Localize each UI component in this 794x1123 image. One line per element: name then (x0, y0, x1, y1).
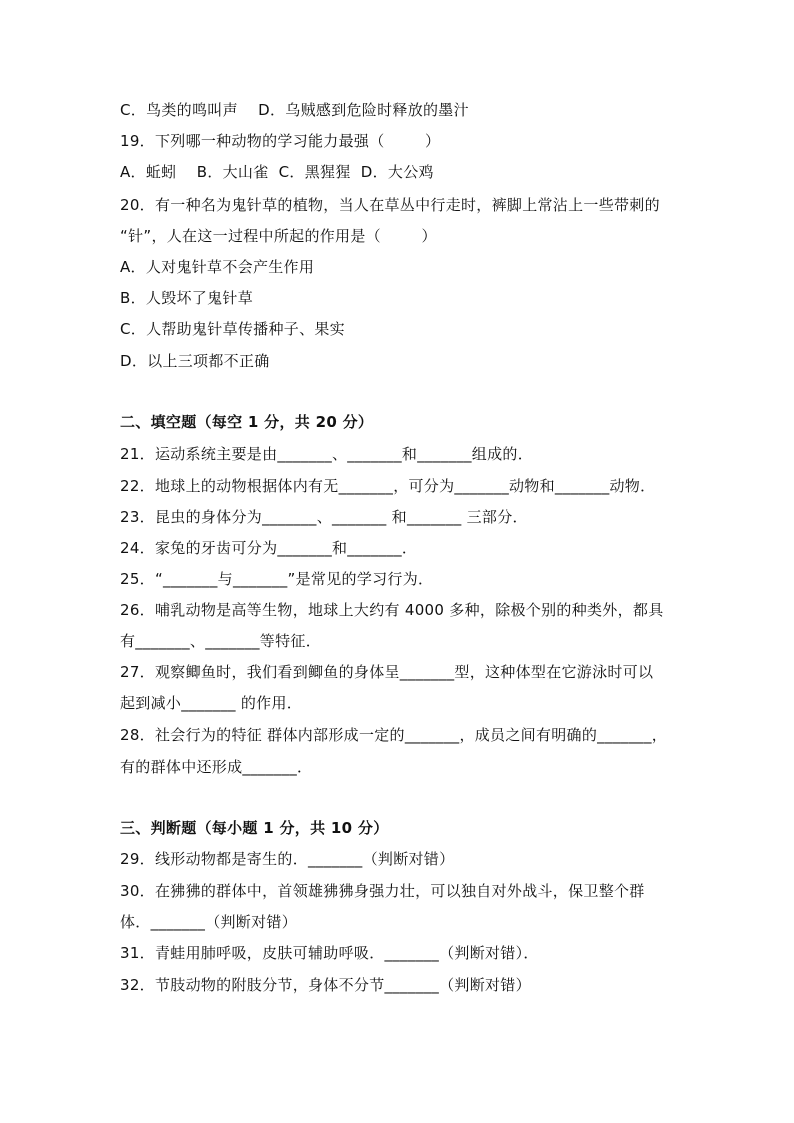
q29: 29．线形动物都是寄生的．_______（判断对错） (120, 850, 455, 868)
q23: 23．昆虫的身体分为_______、_______ 和_______ 三部分． (120, 508, 528, 526)
q28-line2: 有的群体中还形成_______． (120, 758, 313, 776)
q28-line1: 28．社会行为的特征 群体内部形成一定的_______，成员之间有明确的_______， (120, 726, 668, 744)
q20-option-c: C．人帮助鬼针草传播种子、果实 (120, 320, 345, 338)
q26-line2: 有_______、_______等特征． (120, 632, 322, 650)
q27-line1: 27．观察鲫鱼时，我们看到鲫鱼的身体呈_______型，这种体型在它游泳时可以 (120, 663, 654, 681)
q21: 21．运动系统主要是由_______、_______和_______组成的． (120, 445, 533, 463)
q19-options: A．蚯蚓 B．大山雀 C．黑猩猩 D．大公鸡 (120, 163, 434, 181)
q30-line2: 体．_______（判断对错） (120, 913, 298, 931)
q25: 25．“_______与_______”是常见的学习行为． (120, 570, 434, 588)
q24: 24．家兔的牙齿可分为_______和_______． (120, 539, 418, 557)
q20-option-a: A．人对鬼针草不会产生作用 (120, 258, 315, 276)
q20-option-d: D．以上三项都不正确 (120, 352, 270, 370)
q20-stem-line2: “针”，人在这一过程中所起的作用是（ ） (120, 227, 437, 245)
q26-line1: 26．哺乳动物是高等生物，地球上大约有 4000 多种，除极个别的种类外，都具 (120, 601, 664, 619)
q27-line2: 起到减小_______ 的作用． (120, 694, 303, 712)
q32: 32．节肢动物的附肢分节，身体不分节_______（判断对错） (120, 976, 531, 994)
q20-stem-line1: 20．有一种名为鬼针草的植物，当人在草丛中行走时，裤脚上常沾上一些带刺的 (120, 196, 660, 214)
q18-options-c-d: C．鸟类的鸣叫声 D．乌贼感到危险时释放的墨汁 (120, 101, 469, 119)
q31: 31．青蛙用肺呼吸，皮肤可辅助呼吸．_______（判断对错）． (120, 944, 539, 962)
judge-section-heading: 三、判断题（每小题 1 分，共 10 分） (120, 819, 389, 837)
q22: 22．地球上的动物根据体内有无_______，可分为_______动物和_______动物． (120, 477, 656, 495)
q30-line1: 30．在狒狒的群体中，首领雄狒狒身强力壮，可以独自对外战斗，保卫整个群 (120, 882, 645, 900)
q19-stem: 19．下列哪一种动物的学习能力最强（ ） (120, 132, 441, 150)
q20-option-b: B．人毁坏了鬼针草 (120, 289, 253, 307)
fill-section-heading: 二、填空题（每空 1 分，共 20 分） (120, 413, 374, 431)
